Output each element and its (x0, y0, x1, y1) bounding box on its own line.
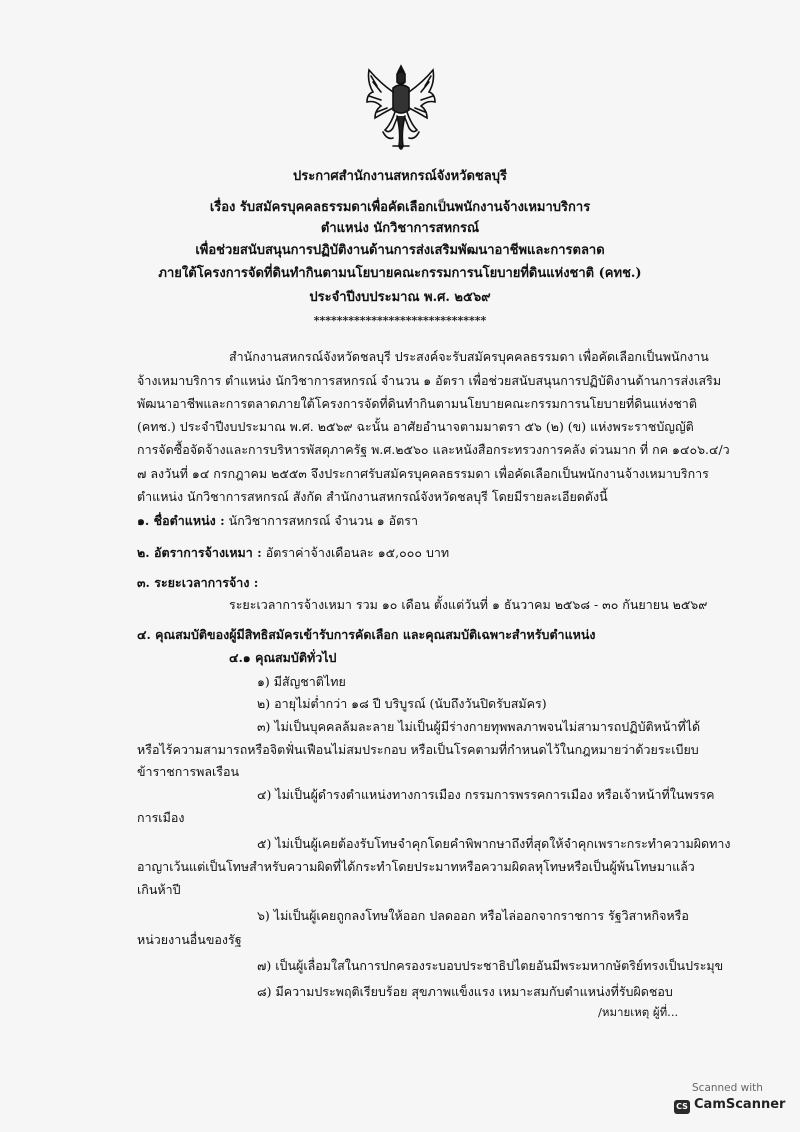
qualification-item: หรือไร้ความสามารถหรือจิตฟั่นเฟือนไม่สมประกอบ หรือเป็นโรคตามที่กำหนดไว้ในกฎหมายว่าด้วยระเบียบ (137, 742, 699, 757)
intro-line: (คทช.) ประจำปีงบประมาณ พ.ศ. ๒๕๖๙ ฉะนั้น อาศัยอำนาจตามมาตรา ๕๖ (๒) (ข) แห่งพระราชบัญญัติ (137, 419, 694, 434)
qualification-item: ๑) มีสัญชาติไทย (257, 674, 346, 689)
purpose-line: เพื่อช่วยสนับสนุนการปฏิบัติงานด้านการส่งเสริมพัฒนาอาชีพและการตลาด (195, 243, 605, 258)
position-line: ตำแหน่ง นักวิชาการสหกรณ์ (320, 221, 480, 236)
project-line: ภายใต้โครงการจัดที่ดินทำกินตามนโยบายคณะกรรมการนโยบายที่ดินแห่งชาติ (คทช.) (158, 266, 642, 281)
section-1-label: ๑. ชื่อตำแหน่ง : (137, 513, 225, 528)
qualification-item: อาญาเว้นแต่เป็นโทษสำหรับความผิดที่ได้กระทำโดยประมาทหรือความผิดลหุโทษหรือเป็นผู้พ้นโทษมาแล้ว (137, 859, 695, 874)
intro-line: พัฒนาอาชีพและการตลาดภายใต้โครงการจัดที่ดินทำกินตามนโยบายคณะกรรมการนโยบายที่ดินแห่งชาติ (137, 396, 697, 411)
qualification-item: ๘) มีความประพฤติเรียบร้อย สุขภาพแข็งแรง เหมาะสมกับตำแหน่งที่รับผิดชอบ (257, 984, 673, 999)
watermark-brand: CamScanner (694, 1097, 786, 1112)
subject-line: เรื่อง รับสมัครบุคคลธรรมดาเพื่อคัดเลือกเป็นพนักงานจ้างเหมาบริการ (209, 200, 591, 215)
camscanner-watermark (672, 1080, 788, 1120)
qualification-item: การเมือง (137, 810, 185, 825)
fiscal-year-line: ประจำปีงบประมาณ พ.ศ. ๒๕๖๙ (309, 290, 491, 305)
section-1 (137, 513, 418, 529)
continued-note: /หมายเหตุ ผู้ที่... (598, 1005, 679, 1019)
camscanner-logo-icon: CS (674, 1100, 690, 1114)
section-2-text: อัตราค่าจ้างเดือนละ ๑๕,๐๐๐ บาท (261, 545, 450, 560)
intro-line: จ้างเหมาบริการ ตำแหน่ง นักวิชาการสหกรณ์ จำนวน ๑ อัตรา เพื่อช่วยสนับสนุนการปฏิบัติงานด้านการส่งเสริม (137, 373, 722, 388)
qualification-item: ๖) ไม่เป็นผู้เคยถูกลงโทษให้ออก ปลดออก หรือไล่ออกจากราชการ รัฐวิสาหกิจหรือ (257, 908, 689, 923)
watermark-caption: Scanned with (692, 1082, 763, 1094)
qualification-item: ข้าราชการพลเรือน (137, 764, 240, 779)
qualification-item: ๔) ไม่เป็นผู้ดำรงตำแหน่งทางการเมือง กรรมการพรรคการเมือง หรือเจ้าหน้าที่ในพรรค (257, 787, 715, 802)
qualification-item: ๕) ไม่เป็นผู้เคยต้องรับโทษจำคุกโดยคำพิพากษาถึงที่สุดให้จำคุกเพราะกระทำความผิดทาง (257, 836, 731, 851)
intro-line: ตำแหน่ง นักวิชาการสหกรณ์ สังกัด สำนักงานสหกรณ์จังหวัดชลบุรี โดยมีรายละเอียดดังนี้ (137, 489, 608, 504)
qualification-item: หน่วยงานอื่นของรัฐ (137, 932, 242, 947)
section-2 (137, 545, 449, 561)
section-3-label: ๓. ระยะเวลาการจ้าง : (137, 575, 259, 590)
section-2-label: ๒. อัตราการจ้างเหมา : (137, 545, 262, 560)
section-1-text: นักวิชาการสหกรณ์ จำนวน ๑ อัตรา (224, 513, 419, 528)
qualification-item: ๒) อายุไม่ต่ำกว่า ๑๘ ปี บริบูรณ์ (นับถึงวันปิดรับสมัคร) (257, 696, 547, 711)
intro-line: สำนักงานสหกรณ์จังหวัดชลบุรี ประสงค์จะรับสมัครบุคคลธรรมดา เพื่อคัดเลือกเป็นพนักงาน (229, 349, 709, 364)
star-divider: ****************************** (313, 314, 487, 327)
qualification-item: ๗) เป็นผู้เลื่อมใสในการปกครองระบอบประชาธิปไตยอันมีพระมหากษัตริย์ทรงเป็นประมุข (257, 958, 724, 973)
intro-line: การจัดซื้อจัดจ้างและการบริหารพัสดุภาครัฐ พ.ศ.๒๕๖๐ และหนังสือกระทรวงการคลัง ด่วนมาก ที่ กค ๑๔๐๖.๔/ว (137, 442, 730, 457)
qualification-item: เกินห้าปี (137, 882, 181, 897)
section-3-text: ระยะเวลาการจ้างเหมา รวม ๑๐ เดือน ตั้งแต่วันที่ ๑ ธันวาคม ๒๕๖๘ - ๓๐ กันยายน ๒๕๖๙ (229, 597, 708, 612)
garuda-emblem-icon (363, 62, 439, 154)
announcement-title: ประกาศสำนักงานสหกรณ์จังหวัดชลบุรี (293, 169, 507, 184)
section-4-1-heading: ๔.๑ คุณสมบัติทั่วไป (229, 650, 337, 665)
intro-line: ๗ ลงวันที่ ๑๔ กรกฎาคม ๒๕๕๓ จึงประกาศรับสมัครบุคคลธรรมดา เพื่อคัดเลือกเป็นพนักงานจ้างเหมาบริการ (137, 466, 709, 481)
section-4-heading: ๔. คุณสมบัติของผู้มีสิทธิสมัครเข้ารับการคัดเลือก และคุณสมบัติเฉพาะสำหรับตำแหน่ง (137, 627, 596, 642)
qualification-item: ๓) ไม่เป็นบุคคลล้มละลาย ไม่เป็นผู้มีร่างกายทุพพลภาพจนไม่สามารถปฏิบัติหน้าที่ได้ (257, 719, 701, 734)
